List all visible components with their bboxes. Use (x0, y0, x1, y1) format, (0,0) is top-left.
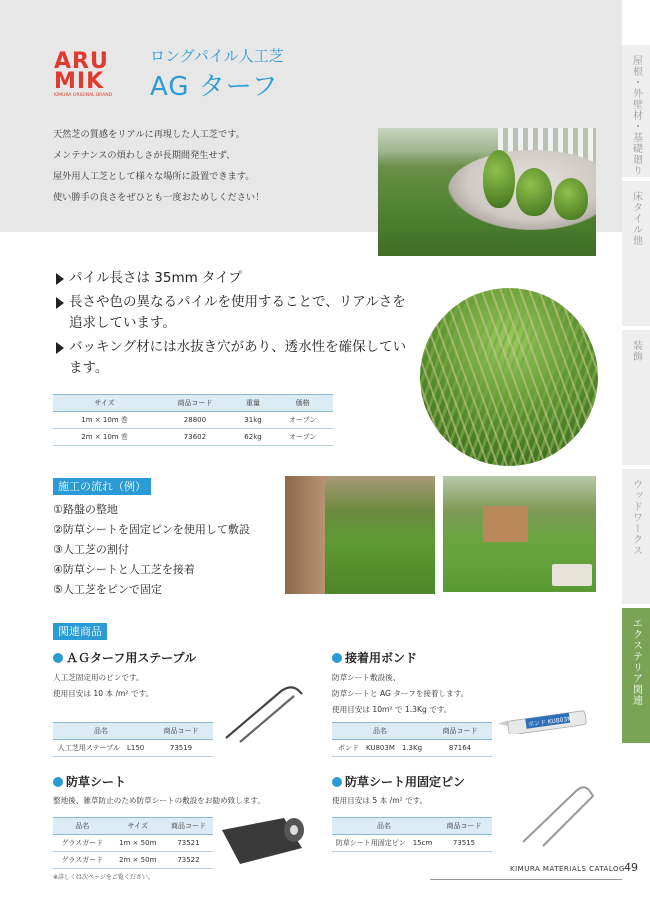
sheet-title-text: 防草シート (66, 775, 127, 789)
related-label: 関連商品 (53, 623, 107, 640)
sidebar-tab-floor-tile[interactable]: 床タイル他 (622, 181, 650, 326)
cell: 2m × 10m 巻 (53, 429, 156, 446)
desc-line: 人工芝固定用のピンです。 (53, 673, 144, 682)
desc-line: 防草シートと AG ターフを接着します。 (332, 689, 469, 698)
staple-title (53, 649, 196, 666)
table-row (53, 740, 213, 757)
cell: 1m × 50m (112, 835, 164, 852)
cell: 28800 (156, 412, 234, 429)
header-cell: 商品コード (149, 723, 213, 740)
cell: 31kg (234, 412, 273, 429)
pin-table (332, 817, 492, 852)
bond-title-text: 接着用ボンド (345, 651, 418, 665)
bullet-dot-icon (53, 777, 63, 787)
feature-item: バッキング材には水抜き穴があり、透水性を確保しています。 (53, 337, 413, 379)
desc-line: 整地後、雑草防止のため防草シートの敷設をお勧め致します。 (53, 796, 266, 805)
staple-table (53, 722, 213, 757)
header-cell: 品名 (332, 818, 436, 835)
header-cell: 品名 (332, 723, 428, 740)
header-cell: 商品コード (436, 818, 492, 835)
desc-line: 使用目安は 5 本 /m² です。 (332, 796, 428, 805)
product-subtitle: ロングパイル人工芝 (150, 47, 284, 65)
sheet-desc (53, 793, 265, 809)
bullet-dot-icon (53, 653, 63, 663)
table-row (53, 852, 213, 869)
intro-text (53, 124, 383, 208)
process-steps (53, 500, 250, 600)
yard-photo-2 (443, 476, 596, 592)
cell: 62kg (234, 429, 273, 446)
bond-tube-image (496, 702, 600, 734)
cell: 1m × 10m 巻 (53, 412, 156, 429)
sidebar-tab-exterior[interactable]: エクステリア関連 (622, 608, 650, 743)
sheet-roll-image (218, 808, 310, 870)
logo-tagline: KIMURA ORIGINAL BRAND (54, 93, 113, 97)
sidebar-tab-woodworks[interactable]: ウッドワークス (622, 469, 650, 604)
step-item: ④防草シートと人工芝を接着 (53, 563, 195, 576)
pin-title (332, 773, 465, 790)
cell: 87164 (428, 740, 492, 757)
staple-desc (53, 670, 153, 702)
shrub (483, 150, 515, 208)
cell: 人工芝用ステープル L150 (53, 740, 149, 757)
logo-text-top: ARU (54, 49, 109, 74)
sheet-note: ※詳しくは次ページをご覧ください。 (53, 874, 154, 881)
pool (552, 564, 592, 586)
step-item: ③人工芝の割付 (53, 543, 129, 556)
shrub (554, 178, 588, 220)
cell: 73522 (164, 852, 213, 869)
sidebar-tab-roofing[interactable]: 屋根・外壁材・基礎廻り (622, 45, 650, 177)
header-cell: 商品コード (164, 818, 213, 835)
bullet-dot-icon (332, 653, 342, 663)
shed (483, 506, 528, 542)
step-item: ⑤人工芝をピンで固定 (53, 583, 162, 596)
table-row (53, 412, 333, 429)
cell: 73521 (164, 835, 213, 852)
intro-line: 屋外用人工芝として様々な場所に設置できます。 (53, 171, 255, 182)
cell: ボンド KU803M 1.3Kg (332, 740, 428, 757)
cell: 73519 (149, 740, 213, 757)
spec-header: 価格 (272, 395, 333, 412)
yard-photo-1 (285, 476, 435, 594)
shrub (516, 168, 552, 216)
cell: 2m × 50m (112, 852, 164, 869)
staple-title-text: ＡＧターフ用ステープル (66, 651, 197, 665)
bond-tube-label: ボンド KU803M (527, 715, 573, 729)
sheet-title (53, 773, 126, 790)
logo-text-bottom: MIK (54, 69, 105, 94)
step-item: ①路盤の整地 (53, 503, 118, 516)
category-sidebar (622, 45, 650, 747)
footer-rule (430, 879, 622, 880)
pin-image (515, 780, 597, 850)
product-title: AG ターフ (150, 72, 279, 102)
cell: オープン (272, 429, 333, 446)
bond-desc (332, 670, 468, 718)
arumik-logo (53, 47, 145, 97)
deck (285, 476, 325, 594)
cell: オープン (272, 412, 333, 429)
intro-line: 天然芝の質感をリアルに再現した人工芝です。 (53, 129, 245, 140)
desc-line: 使用目安は 10m² で 1.3Kg です。 (332, 705, 452, 714)
bond-title (332, 649, 417, 666)
process-label: 施工の流れ（例） (53, 478, 151, 495)
feature-item: パイル長さは 35mm タイプ (53, 268, 413, 289)
cell: グラスガード (53, 835, 112, 852)
bond-table (332, 722, 492, 757)
spec-table (53, 394, 333, 446)
step-item: ②防草シートを固定ピンを使用して敷設 (53, 523, 250, 536)
intro-line: メンテナンスの煩わしさが長期間発生せず、 (53, 150, 236, 161)
pin-title-text: 防草シート用固定ピン (345, 775, 466, 789)
cell: グラスガード (53, 852, 112, 869)
header-cell: 品名 (53, 818, 112, 835)
staple-image (220, 680, 310, 745)
header-cell: 品名 (53, 723, 149, 740)
desc-line: 使用目安は 10 本 /m² です。 (53, 689, 154, 698)
sidebar-tab-decoration[interactable]: 装飾 (622, 330, 650, 465)
cell: 防草シート用固定ピン 15cm (332, 835, 436, 852)
table-row (53, 835, 213, 852)
garden-photo (378, 128, 596, 256)
cell: 73602 (156, 429, 234, 446)
desc-line: 防草シート敷設後、 (332, 673, 401, 682)
spec-header: 重量 (234, 395, 273, 412)
feature-item: 長さや色の異なるパイルを使用することで、リアルさを追求しています。 (53, 292, 413, 334)
spec-header: 商品コード (156, 395, 234, 412)
sheet-table (53, 817, 213, 869)
spec-header: サイズ (53, 395, 156, 412)
intro-line: 使い勝手の良さをぜひとも一度おためしください！ (53, 192, 265, 203)
cell: 73515 (436, 835, 492, 852)
table-row (332, 740, 492, 757)
pin-desc (332, 793, 427, 809)
table-row (53, 429, 333, 446)
bullet-dot-icon (332, 777, 342, 787)
table-row (332, 835, 492, 852)
feature-list (53, 268, 413, 382)
catalog-name: KIMURA MATERIALS CATALOG (510, 865, 625, 873)
header-cell: サイズ (112, 818, 164, 835)
page-number: 49 (624, 861, 638, 874)
header-cell: 商品コード (428, 723, 492, 740)
turf-closeup-photo (420, 288, 598, 466)
